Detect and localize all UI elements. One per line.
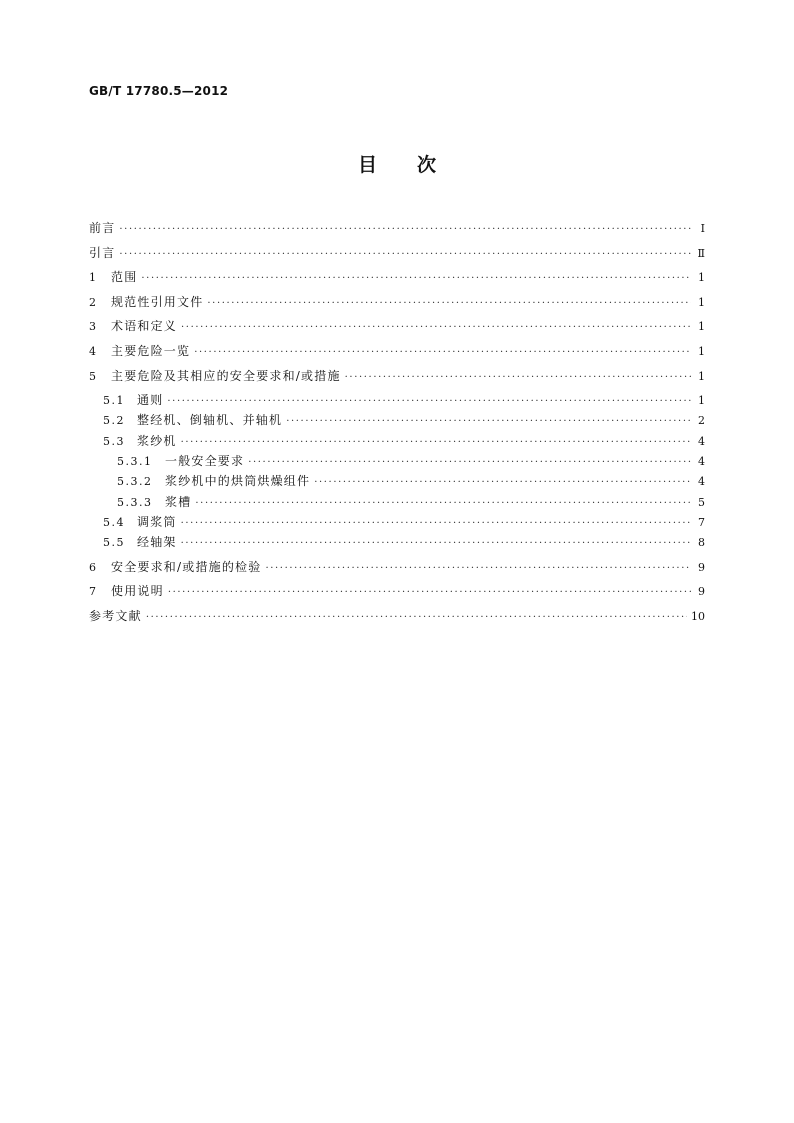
toc-entry-4[interactable] <box>89 341 705 361</box>
toc-section-number: 6 <box>89 560 98 574</box>
dot-leader <box>119 220 691 240</box>
toc-entry-5-3-1[interactable] <box>89 451 705 471</box>
toc-entry-introduction[interactable] <box>89 243 705 263</box>
toc-entry-title: 规范性引用文件 <box>111 294 204 309</box>
dot-leader <box>181 433 691 453</box>
toc-entry-title: 浆纱机 <box>137 433 177 448</box>
dot-leader <box>119 245 691 265</box>
table-of-contents <box>89 218 705 626</box>
toc-entry-title: 安全要求和/或措施的检验 <box>111 559 262 574</box>
toc-page-number: 1 <box>698 344 705 358</box>
toc-entry-title: 使用说明 <box>111 584 164 599</box>
toc-section-number: 5.1 <box>103 394 125 408</box>
toc-entry-5[interactable] <box>89 366 705 386</box>
toc-section-number: 3 <box>89 320 98 334</box>
toc-entry-5-3-3[interactable] <box>89 492 705 512</box>
toc-entry-title: 前言 <box>89 221 116 235</box>
toc-entry-5-4[interactable] <box>89 512 705 532</box>
toc-page-number: 1 <box>698 369 705 383</box>
toc-page-number: Ⅱ <box>697 246 705 260</box>
toc-section-number: 5.3.2 <box>117 475 153 489</box>
toc-page-number: 4 <box>698 475 705 489</box>
dot-leader <box>181 318 691 338</box>
toc-section-number: 5.3.3 <box>117 495 153 509</box>
toc-section-number: 5.3.1 <box>117 455 153 469</box>
dot-leader <box>195 494 691 514</box>
toc-page-number: 7 <box>698 515 705 529</box>
toc-entry-5-5[interactable] <box>89 532 705 552</box>
toc-entry-title: 引言 <box>89 245 116 260</box>
toc-page-number: 10 <box>691 610 705 624</box>
toc-section-number: 7 <box>89 585 98 599</box>
dot-leader <box>286 412 691 432</box>
toc-entry-5-2[interactable] <box>89 410 705 430</box>
toc-page-number: 5 <box>698 495 705 509</box>
toc-entry-title: 经轴架 <box>137 535 177 550</box>
toc-page-number: Ⅰ <box>700 222 705 235</box>
toc-page-number: 1 <box>698 320 705 334</box>
toc-entry-title: 一般安全要求 <box>165 454 245 469</box>
dot-leader <box>248 453 691 473</box>
page-title: 目次 <box>357 154 476 176</box>
toc-page-number: 9 <box>698 585 705 599</box>
toc-section-number: 4 <box>89 344 98 358</box>
dot-leader <box>181 534 691 554</box>
toc-entry-2[interactable] <box>89 292 705 312</box>
toc-entry-1[interactable] <box>89 267 705 287</box>
dot-leader <box>181 514 691 534</box>
dot-leader <box>314 473 691 493</box>
toc-page-number: 1 <box>698 295 705 309</box>
toc-section-number: 2 <box>89 295 98 309</box>
toc-entry-title: 主要危险一览 <box>111 343 191 358</box>
toc-entry-title: 整经机、倒轴机、并轴机 <box>137 413 283 428</box>
dot-leader <box>345 368 691 388</box>
toc-section-number: 5.5 <box>103 536 125 550</box>
dot-leader <box>146 608 687 628</box>
toc-page-number: 1 <box>698 271 705 285</box>
dot-leader <box>141 269 691 289</box>
toc-entry-title: 范围 <box>111 270 138 285</box>
dot-leader <box>167 392 691 412</box>
toc-section-number: 5.3 <box>103 434 125 448</box>
toc-section-number: 1 <box>89 271 98 285</box>
toc-section-number: 5.2 <box>103 414 125 428</box>
toc-entry-6[interactable] <box>89 557 705 577</box>
toc-entry-title: 参考文献 <box>89 609 142 624</box>
toc-entry-title: 浆纱机中的烘筒烘燥组件 <box>165 474 311 489</box>
dot-leader <box>207 294 691 314</box>
toc-entry-title: 浆槽 <box>165 494 192 509</box>
toc-page-number: 8 <box>698 536 705 550</box>
toc-entry-7[interactable] <box>89 581 705 601</box>
toc-entry-5-3[interactable] <box>89 431 705 451</box>
toc-entry-5-3-2[interactable] <box>89 471 705 491</box>
dot-leader <box>194 343 691 363</box>
dot-leader <box>168 583 691 603</box>
dot-leader <box>265 559 691 579</box>
standard-code: GB/T 17780.5—2012 <box>89 84 229 98</box>
toc-entry-5-1[interactable] <box>89 390 705 410</box>
toc-entry-title: 通则 <box>137 393 164 408</box>
toc-entry-title: 术语和定义 <box>111 319 178 334</box>
toc-entry-foreword[interactable] <box>89 218 705 238</box>
toc-page-number: 9 <box>698 560 705 574</box>
toc-page-number: 1 <box>698 394 705 408</box>
toc-page-number: 4 <box>698 434 705 448</box>
toc-entry-3[interactable] <box>89 316 705 336</box>
toc-entry-title: 调浆筒 <box>137 514 177 529</box>
toc-entry-bibliography[interactable] <box>89 606 705 626</box>
toc-section-number: 5 <box>89 369 98 383</box>
toc-page-number: 2 <box>698 414 705 428</box>
toc-page-number: 4 <box>698 455 705 469</box>
toc-section-number: 5.4 <box>103 515 125 529</box>
toc-entry-title: 主要危险及其相应的安全要求和/或措施 <box>111 368 341 383</box>
